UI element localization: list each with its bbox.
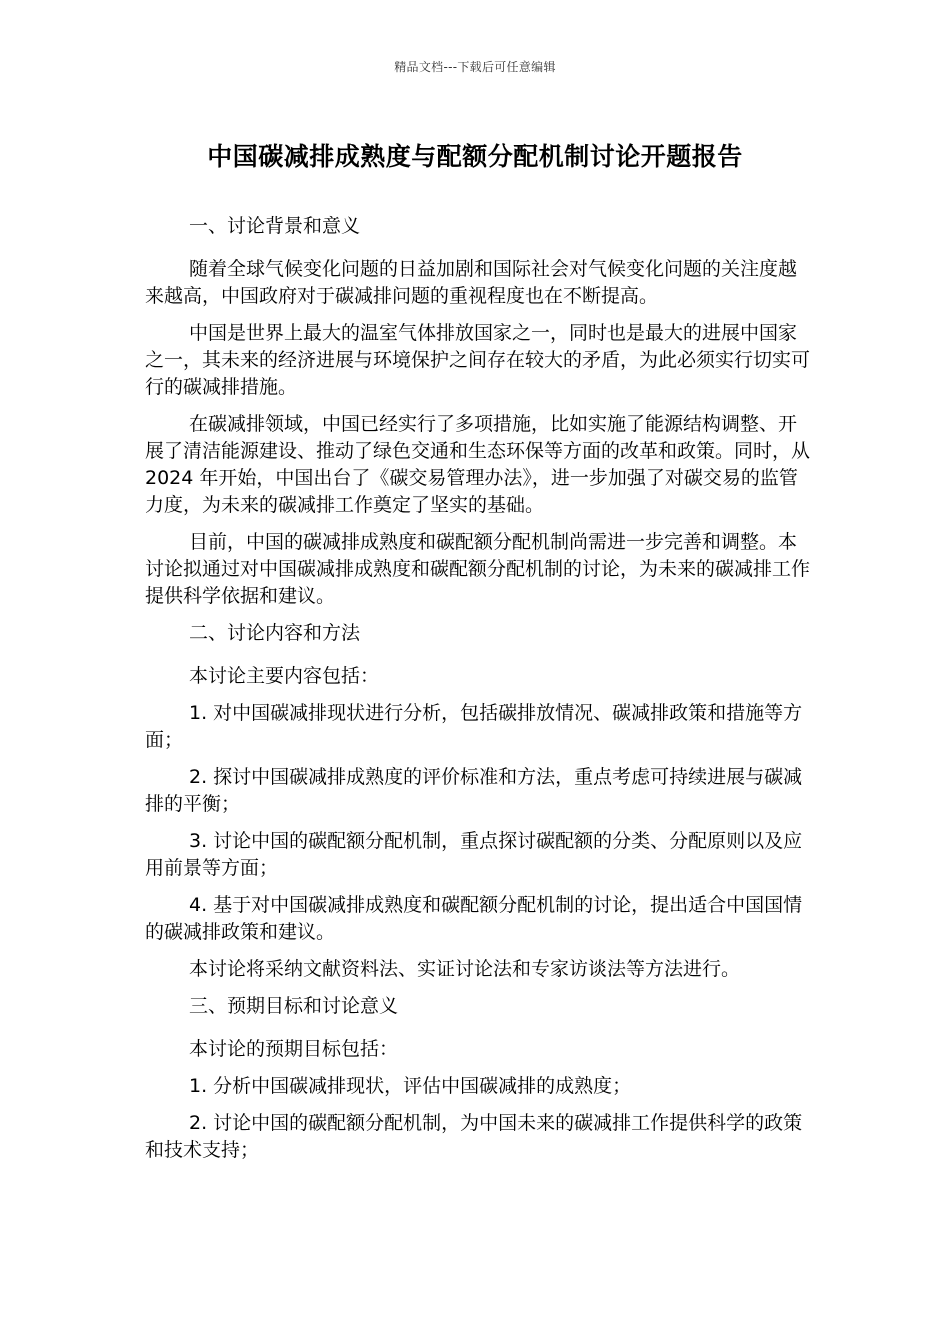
paragraph: 本讨论将采纳文献资料法、实证讨论法和专家访谈法等方法进行。 — [189, 958, 741, 980]
header-note: 精品文档---下载后可任意编辑 — [394, 60, 556, 74]
paragraph: 本讨论的预期目标包括： — [189, 1038, 399, 1060]
document-title: 中国碳减排成熟度与配额分配机制讨论开题报告 — [207, 142, 743, 171]
paragraph: 在碳减排领域，中国已经实行了多项措施，比如实施了能源结构调整、开展了清洁能源建设、推动了绿色交通和生态环保等方面的改革和政策。同时，从 2024 年开始，中国出台了《碳交易管理办法》，进一步加强了对碳交易的监管力度，为未来的碳减排工作奠定了坚实的基础。 — [145, 413, 811, 516]
section-heading: 一、讨论背景和意义 — [189, 215, 361, 237]
paragraph: 4. 基于对中国碳减排成熟度和碳配额分配机制的讨论，提出适合中国国情的碳减排政策和建议。 — [145, 894, 803, 943]
paragraph: 目前，中国的碳减排成熟度和碳配额分配机制尚需进一步完善和调整。本讨论拟通过对中国碳减排成熟度和碳配额分配机制的讨论，为未来的碳减排工作提供科学依据和建议。 — [145, 531, 811, 607]
paragraph: 2. 讨论中国的碳配额分配机制，为中国未来的碳减排工作提供科学的政策和技术支持； — [145, 1112, 803, 1161]
paragraph: 1. 对中国碳减排现状进行分析，包括碳排放情况、碳减排政策和措施等方面； — [145, 702, 803, 751]
paragraph: 中国是世界上最大的温室气体排放国家之一，同时也是最大的进展中国家之一，其未来的经济进展与环境保护之间存在较大的矛盾，为此必须实行切实可行的碳减排措施。 — [145, 322, 811, 398]
paragraph: 本讨论主要内容包括： — [189, 665, 380, 687]
paragraph: 2. 探讨中国碳减排成熟度的评价标准和方法，重点考虑可持续进展与碳减排的平衡； — [145, 766, 803, 815]
document-body — [145, 213, 810, 1174]
section-heading: 二、讨论内容和方法 — [189, 622, 361, 644]
section-heading: 三、预期目标和讨论意义 — [189, 995, 399, 1017]
paragraph: 随着全球气候变化问题的日益加剧和国际社会对气候变化问题的关注度越来越高，中国政府对于碳减排问题的重视程度也在不断提高。 — [145, 258, 798, 307]
paragraph: 3. 讨论中国的碳配额分配机制，重点探讨碳配额的分类、分配原则以及应用前景等方面； — [145, 830, 803, 879]
paragraph: 1. 分析中国碳减排现状，评估中国碳减排的成熟度； — [189, 1075, 632, 1097]
